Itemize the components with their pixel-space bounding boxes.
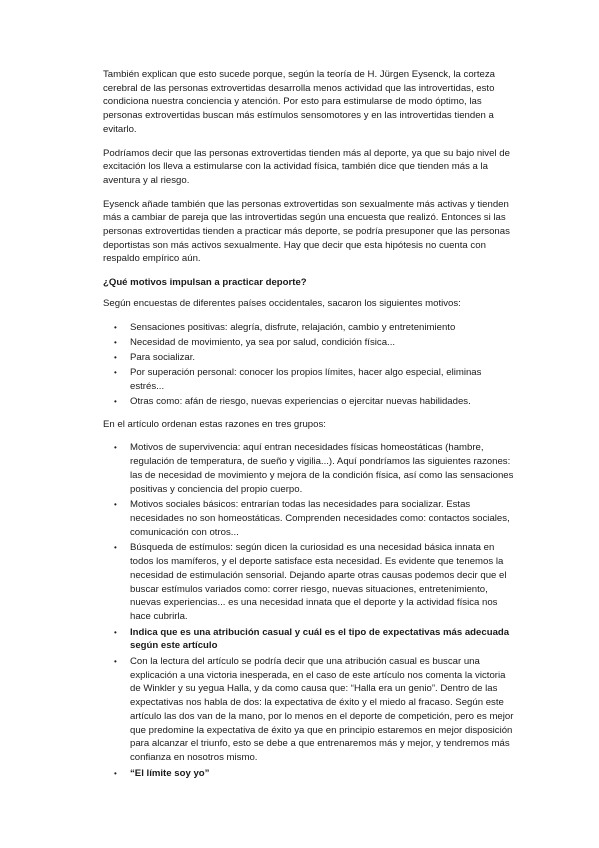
list-item — [103, 321, 515, 335]
bullet-icon: • — [114, 443, 117, 453]
bullet-icon: • — [114, 397, 117, 407]
list-item-text: Otras como: afán de riesgo, nuevas experiencias o ejercitar nuevas habilidades. — [130, 396, 471, 408]
list-item — [103, 441, 515, 496]
answer-text: Con la lectura del artículo se podría decir que una atribución casual es buscar una explicación a una victoria inesperada, en el caso de este artículo nos comenta la victoria de Winkler y su yegua Halla, y da como causa que: “Halla era un genio”. Dentro de las expectativas nos habla de dos: la expectativa de éxito y el miedo al fracaso. Según este artículo las dos van de la mano, por lo menos en el deporte de competición, pero es mejor que predomine la expectativa de éxito ya que en principio estaremos en mejor disposición para alcanzar el triunfo, esto se debe a que entrenaremos más y mejor, y tendremos más confianza en nosotros mismo. — [130, 656, 514, 763]
list-item-text: Sensaciones positivas: alegría, disfrute, relajación, cambio y entretenimiento — [130, 321, 456, 333]
paragraph-surveys-intro: Según encuestas de diferentes países occidentales, sacaron los siguientes motivos: — [103, 297, 461, 309]
bullet-icon: • — [114, 543, 117, 553]
list-item-text: Para socializar. — [130, 351, 196, 363]
section-heading-motives: ¿Qué motivos impulsan a practicar deporte? — [103, 277, 307, 289]
paragraph-groups-intro: En el artículo ordenan estas razones en tres grupos: — [103, 418, 326, 430]
bullet-icon: • — [114, 337, 117, 347]
bullet-icon: • — [114, 768, 117, 778]
bullet-icon: • — [114, 627, 117, 637]
list-item-text: Necesidad de movimiento, ya sea por salud, condición física... — [130, 336, 396, 348]
paragraph-eysenck-theory: También explican que esto sucede porque, según la teoría de H. Jürgen Eysenck, la corteza cerebral de las personas extrovertidas desarrolla menos actividad que las introvertidas, esto condiciona nuestra conciencia y atención. Por esto para estimularse de modo óptimo, las personas extrovertidas buscan más estímulos sensomotores y en las introvertidas tienden a evitarlo. — [103, 69, 495, 135]
list-item-text: Por superación personal: conocer los propios límites, hacer algo especial, eliminas estrés... — [130, 367, 482, 392]
list-item — [103, 351, 515, 365]
list-item-text: Motivos de supervivencia: aquí entran necesidades físicas homeostáticas (hambre, regulación de temperatura, de sueño y vigilia...). Aquí pondríamos las siguientes razones: las de necesidad de movimiento y mejora de la condición física, así como las sensaciones positivas y conciencia del propio cuerpo. — [130, 442, 514, 495]
motives-list — [103, 321, 515, 409]
list-item-text: Búsqueda de estímulos: según dicen la curiosidad es una necesidad básica innata en todos los mamíferos, y el deporte satisface esta necesidad. Es evidente que tenemos la necesidad de estimulación sensorial. Dejando aparte otras causas podemos decir que el buscar estímulos variados como: correr riesgo, nuevas situaciones, entretenimiento, nuevas experiencias... es una necesidad innata que el deporte y la actividad física nos hace cubrirla. — [130, 542, 507, 622]
bullet-icon: • — [114, 368, 117, 378]
bullet-icon: • — [114, 322, 117, 332]
list-item — [103, 395, 515, 409]
list-item — [103, 626, 515, 653]
bullet-icon: • — [114, 500, 117, 510]
list-item — [103, 498, 515, 539]
list-item — [103, 767, 515, 781]
groups-list — [103, 441, 515, 780]
paragraph-extroverts-sexual: Eysenck añade también que las personas extrovertidas son sexualmente más activas y tienden más a cambiar de pareja que las introvertidas según una encuesta que realizó. Entonces si las personas extrovertidas tienden a practicar más deporte, se podría presuponer que las personas deportistas son más activos sexualmente. Hay que decir que esta hipótesis no cuenta con respaldo empírico aún. — [103, 198, 510, 265]
question-text: Indica que es una atribución casual y cuál es el tipo de expectativas más adecuada según este artículo — [130, 626, 510, 652]
bullet-icon: • — [114, 657, 117, 667]
paragraph-extroverts-sport: Podríamos decir que las personas extrovertidas tienden más al deporte, ya que su bajo nivel de excitación los lleva a estimularse con la actividad física, también dice que tienden más a la aventura y al riesgo. — [103, 147, 510, 186]
list-item — [103, 541, 515, 623]
list-item-text: Motivos sociales básicos: entrarían todas las necesidades para socializar. Estas necesidades no son homeostáticas. Comprenden necesidades como: contactos sociales, comunicación con otros... — [130, 499, 510, 538]
list-item — [103, 366, 515, 393]
bullet-icon: • — [114, 352, 117, 362]
list-item — [103, 336, 515, 350]
closing-quote: “El límite soy yo” — [130, 767, 210, 779]
document-body — [103, 68, 515, 789]
list-item — [103, 655, 515, 765]
